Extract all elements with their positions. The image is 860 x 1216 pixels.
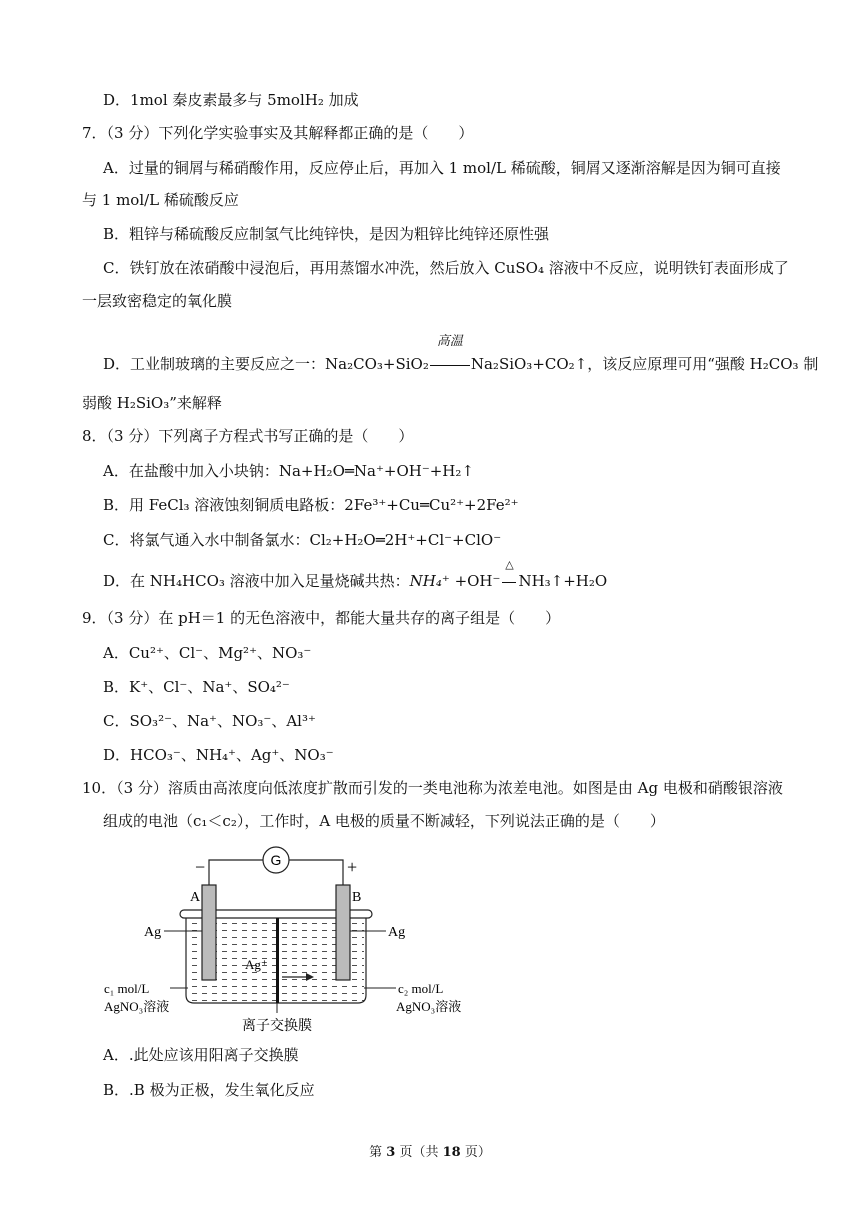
- footer-suffix: 页）: [460, 1145, 491, 1160]
- q7-option-a-line2: 与 1 mol/L 稀硫酸反应: [82, 191, 239, 209]
- q8-option-c: C．将氯气通入水中制备氯水：Cl₂+H₂O═2H⁺+Cl⁻+ClO⁻: [103, 531, 502, 549]
- heat-arrow: [500, 558, 518, 591]
- ag-right-label: Ag: [388, 925, 406, 940]
- q9-stem: 9．（3 分）在 pH＝1 的无色溶液中，都能大量共存的离子组是（ ）: [82, 609, 561, 627]
- electrode-a-label: A: [190, 890, 201, 905]
- q8-option-b: B．用 FeCl₃ 溶液蚀刻铜质电路板：2Fe³⁺+Cu═Cu²⁺+2Fe²⁺: [103, 496, 519, 514]
- silver-ion-label: Ag⁺: [245, 957, 268, 972]
- q7-option-c-line1: C．铁钉放在浓硝酸中浸泡后，再用蒸馏水冲洗，然后放入 CuSO₄ 溶液中不反应，说明铁钉表面形成了: [103, 259, 789, 277]
- wire-left: [209, 860, 263, 887]
- q8-d-ammonium: NH₄⁺: [409, 572, 450, 590]
- q10-option-a: A．.此处应该用阳离子交换膜: [103, 1046, 299, 1064]
- q10-stem-line1: 10．（3 分）溶质由高浓度向低浓度扩散而引发的一类电池称为浓差电池。如图是由 Ag 电极和硝酸银溶液: [82, 779, 783, 797]
- q8-d-products: NH₃↑+H₂O: [518, 572, 608, 590]
- q8-d-text: D．在 NH₄HCO₃ 溶液中加入足量烧碱共热：: [103, 572, 410, 590]
- reaction-arrow: [429, 334, 471, 374]
- page-footer: [0, 1141, 860, 1160]
- q7-d-products: Na₂SiO₃+CO₂↑，该反应原理可用“强酸 H₂CO₃ 制: [470, 355, 819, 373]
- left-solution-label: AgNO₃溶液: [104, 999, 170, 1014]
- membrane-label: 离子交换膜: [242, 1018, 312, 1034]
- galvanometer-label: G: [270, 852, 282, 868]
- c1-label: c₁ mol/L: [104, 981, 150, 996]
- q8-stem: 8．（3 分）下列离子方程式书写正确的是（ ）: [82, 427, 414, 445]
- q7-option-d-line1: [0, 334, 819, 374]
- electrode-b-label: B: [352, 890, 362, 905]
- q9-option-b: B．K⁺、Cl⁻、Na⁺、SO₄²⁻: [103, 678, 290, 696]
- minus-sign: −: [195, 857, 206, 877]
- electrode-a: [202, 885, 216, 980]
- q7-option-c-line2: 一层致密稳定的氧化膜: [82, 292, 233, 310]
- footer-middle: 页（共: [395, 1145, 443, 1160]
- q7-option-b: B．粗锌与稀硫酸反应制氢气比纯锌快，是因为粗锌比纯锌还原性强: [103, 225, 550, 243]
- q7-d-reactants: D．工业制玻璃的主要反应之一：Na₂CO₃+SiO₂: [103, 355, 429, 373]
- q7-option-d-line2: 弱酸 H₂SiO₃”来解释: [82, 394, 222, 412]
- ag-left-label: Ag: [144, 925, 162, 940]
- c2-label: c₂ mol/L: [398, 981, 444, 996]
- concentration-cell-diagram: [100, 843, 490, 1043]
- electrode-b: [336, 885, 350, 980]
- q7-stem: 7．（3 分）下列化学实验事实及其解释都正确的是（ ）: [82, 124, 474, 142]
- q8-d-hydroxide: +OH⁻: [449, 572, 501, 590]
- page-number: 3: [386, 1145, 396, 1160]
- q10-option-b: B．.B 极为正极，发生氧化反应: [103, 1081, 315, 1099]
- q8-option-d: [0, 558, 608, 591]
- ion-exchange-membrane: [276, 918, 279, 1003]
- q9-option-c: C．SO₃²⁻、Na⁺、NO₃⁻、Al³⁺: [103, 712, 316, 730]
- total-pages: 18: [442, 1145, 461, 1160]
- footer-prefix: 第: [369, 1145, 387, 1160]
- condition-label: 高温: [436, 334, 463, 349]
- right-solution-label: AgNO₃溶液: [396, 999, 462, 1014]
- q6-option-d: D．1mol 秦皮素最多与 5molH₂ 加成: [103, 91, 359, 109]
- wire-right: [289, 860, 343, 887]
- plus-sign: +: [347, 857, 358, 877]
- q10-stem-line2: 组成的电池（c₁＜c₂），工作时，A 电极的质量不断减轻，下列说法正确的是（ ）: [103, 812, 665, 830]
- q9-option-d: D．HCO₃⁻、NH₄⁺、Ag⁺、NO₃⁻: [103, 746, 334, 764]
- heat-symbol: △: [505, 558, 514, 571]
- q9-option-a: A．Cu²⁺、Cl⁻、Mg²⁺、NO₃⁻: [103, 644, 312, 662]
- q7-option-a-line1: A．过量的铜屑与稀硝酸作用，反应停止后，再加入 1 mol/L 稀硫酸，铜屑又逐渐溶解是因为铜可直接: [103, 159, 781, 177]
- q8-option-a: A．在盐酸中加入小块钠：Na+H₂O═Na⁺+OH⁻+H₂↑: [103, 462, 474, 480]
